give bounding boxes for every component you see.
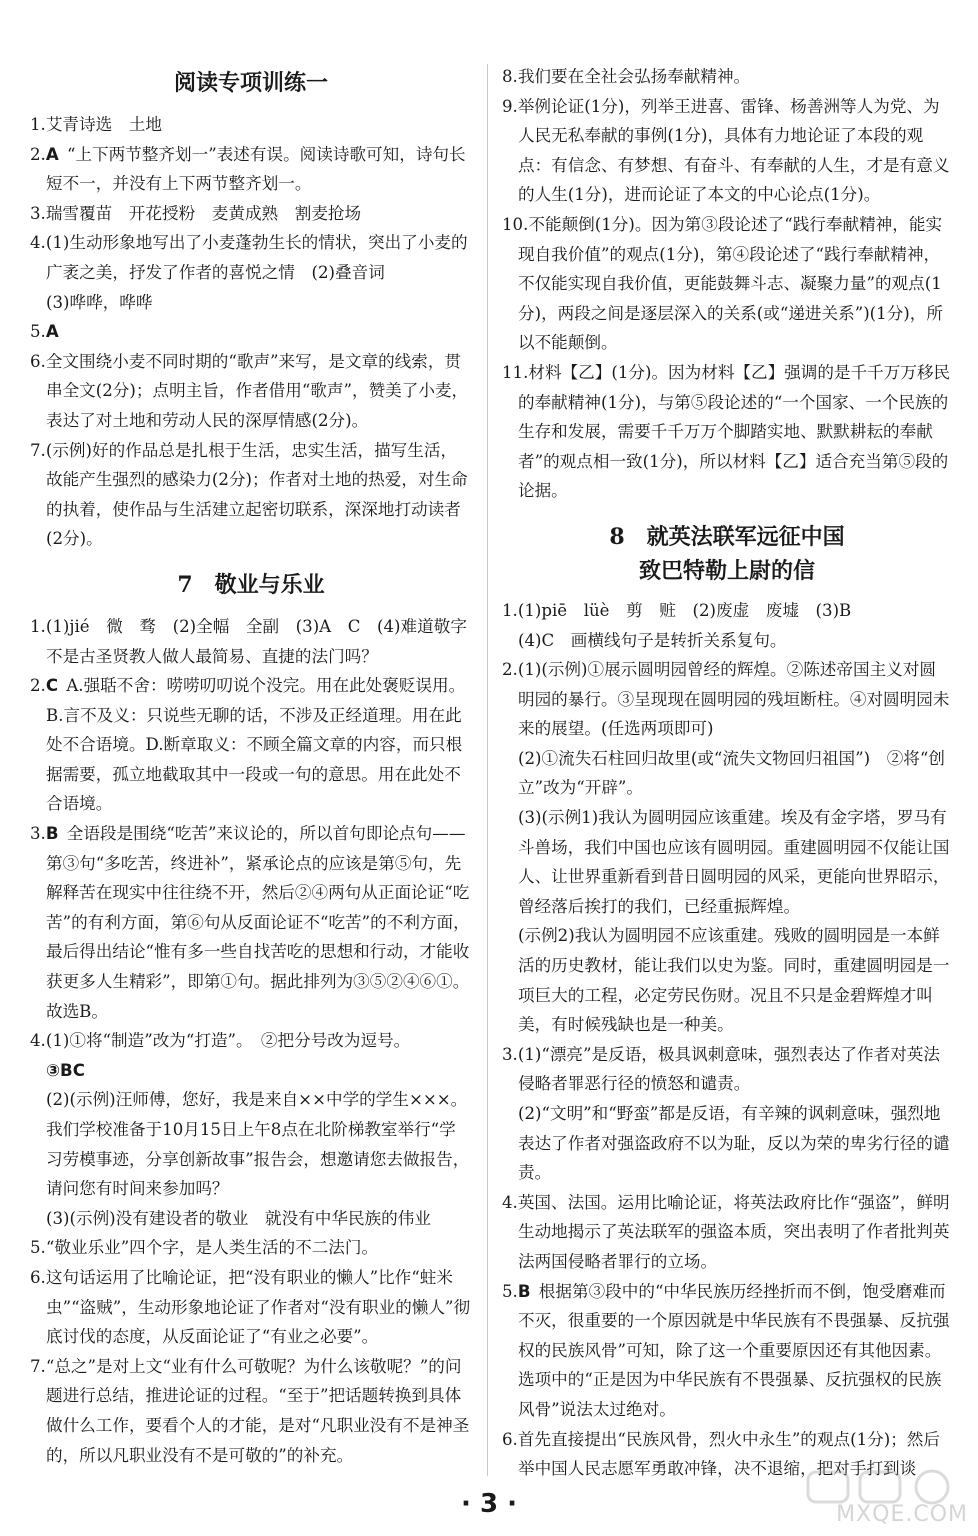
answer-number: 11. <box>502 362 529 382</box>
answer-text: (1)(示例)①展示圆明园曾经的辉煌。②陈述帝国主义对圆明园的暴行。③呈现现在圆明园的残垣断柱。④对圆明园未来的展望。(任选两项即可) <box>517 660 950 739</box>
answer-number: 4. <box>30 233 46 253</box>
answer-text: 瑞雪覆苗 开花授粉 麦黄成熟 割麦抢场 <box>45 203 362 223</box>
answer-item <box>30 347 472 436</box>
answer-item <box>30 140 472 199</box>
section-title-lesson-8-line2: 致巴特勒上尉的信 <box>638 557 815 584</box>
left-column <box>30 62 472 1470</box>
answer-item <box>30 1204 472 1234</box>
answer-number: 9. <box>502 96 518 116</box>
answer-number: 7. <box>30 1356 46 1376</box>
answer-text: 这句话运用了比喻论证，把“没有职业的懒人”比作“蛀米虫”“盗贼”，生动形象地论证了作者对“没有职业的懒人”彻底讨伐的态度，从反面论证了“有业之必要”。 <box>45 1267 471 1347</box>
answer-text: (3)哗哗，哗哗 <box>46 292 153 312</box>
answer-text: “上下两节整齐划一”表述有误。阅读诗歌可知，诗句长短不一，并没有上下两节整齐划一。 <box>46 144 466 194</box>
answer-number: 8. <box>502 67 518 86</box>
answer-text: 英国、法国。运用比喻论证，将英法政府比作“强盗”，鲜明生动地揭示了英法联军的强盗本质，突出表明了作者批判英法两国侵略者罪行的立场。 <box>517 1192 950 1271</box>
answer-item <box>502 1277 952 1425</box>
answer-text: (2)(示例)汪师傅，您好，我是来自××中学的学生×××。我们学校准备于10月15日上午8点在北阶梯教室举行“学习劳模事迹，分享创新故事”报告会，想邀请您去做报告，请问您有时间来参加吗？ <box>46 1090 470 1199</box>
answer-text: 举例论证(1分)，列举王进喜、雷锋、杨善洲等人为党、为人民无私奉献的事例(1分)，具体有力地论证了本段的观点：有信念、有梦想、有奋斗、有奉献的人生，才是有意义的人生(1分)，进而论证了本文的中心论点(1分)。 <box>517 96 950 205</box>
answer-text: 根据第③段中的“中华民族历经挫折而不倒，饱受磨难而不灭，很重要的一个原因就是中华民族有不畏强暴、反抗强权的民族风骨”可知，除了这一个重要原因还有其他因素。选项中的“正是因为中华民族有不畏强暴、反抗强权的民族风骨”说法太过绝对。 <box>518 1281 950 1419</box>
right-column <box>502 62 952 1484</box>
answer-list-reading-training <box>30 110 472 554</box>
answer-item <box>30 110 472 140</box>
answer-item <box>502 358 952 506</box>
answer-text: (2)①流失石柱回归故里(或“流失文物回归祖国”) ②将“创立”改为“开辟”。 <box>518 748 945 798</box>
answer-number: 6. <box>30 351 46 371</box>
answer-number: 2. <box>502 660 518 680</box>
answer-item <box>502 921 952 1039</box>
answer-number: 1. <box>502 600 518 620</box>
section-title-lesson-7: 7 敬业与乐业 <box>177 571 325 598</box>
answer-text: (3)(示例1)我认为圆明园应该重建。埃及有金字塔，罗马有斗兽场，我们中国也应该有圆明园。重建圆明园不仅能让国人、让世界重新看到昔日圆明园的风采，更能向世界昭示，曾经落后挨打的我们，已经重振辉煌。 <box>518 808 950 916</box>
answer-item <box>502 655 952 744</box>
answer-number: 2. <box>30 676 46 696</box>
answer-text: 全语段是围绕“吃苦”来议论的，所以首句即论点句——第③句“多吃苦，终进补”，紧承论点的应该是第⑤句，先解释苦在现实中往往绕不开，然后②④两句从正面论证“吃苦”的有利方面，第⑥句从反面论证不“吃苦”的不利方面，最后得出结论“惟有多一些自找苦吃的思想和行动，才能收获更多人生精彩”，即第①句。据此排列为③⑤②④⑥①。故选B。 <box>46 824 470 1021</box>
answer-number: 6. <box>30 1267 46 1287</box>
answer-number: 3. <box>502 1044 518 1064</box>
answer-text: (1)①将“制造”改为“打造”。 ②把分号改为逗号。 <box>45 1031 411 1051</box>
answer-item <box>30 228 472 287</box>
answer-text: (1)“漂亮”是反语，极具讽刺意味，强烈表达了作者对英法侵略者罪恶行径的愤怒和谴责。 <box>517 1044 940 1094</box>
answer-item <box>30 1056 472 1086</box>
answer-number: 6. <box>502 1429 518 1449</box>
answer-number: 5. <box>502 1281 518 1301</box>
answer-choice: B <box>517 1281 531 1301</box>
answer-number: 2. <box>30 144 46 164</box>
answer-text: (4)C 画横线句子是转折关系复句。 <box>518 630 787 650</box>
answer-text: “敬业乐业”四个字，是人类生活的不二法门。 <box>45 1238 379 1258</box>
answer-number: 10. <box>502 214 529 234</box>
answer-number: 4. <box>502 1192 518 1212</box>
answer-text: (示例)好的作品总是扎根于生活，忠实生活，描写生活，故能产生强烈的感染力(2分)；作者对土地的热爱，对生命的执着，使作品与生活建立起密切联系，深深地打动读者(2分)。 <box>45 440 468 549</box>
answer-number: 1. <box>30 115 46 134</box>
answer-text: 艾青诗选 土地 <box>45 115 162 134</box>
answer-list-lesson-7 <box>30 612 472 1470</box>
answer-item <box>30 1263 472 1352</box>
watermark-logo <box>798 1468 968 1530</box>
answer-item <box>30 1352 472 1470</box>
answer-item <box>502 62 952 92</box>
answer-text: (示例2)我认为圆明园不应该重建。残败的圆明园是一本鲜活的历史教材，能让我们以史为鉴。同时，重建圆明园是一项巨大的工程，必定劳民伤财。况且不只是金碧辉煌才叫美，有时候残缺也是一种美。 <box>518 926 950 1035</box>
section-title-reading-training: 阅读专项训练一 <box>173 70 328 96</box>
answer-item <box>30 436 472 554</box>
answer-list-continued <box>502 62 952 506</box>
answer-item <box>502 1099 952 1188</box>
answer-item <box>502 1040 952 1099</box>
answer-number: 1. <box>30 616 46 636</box>
answer-item <box>30 1026 472 1056</box>
answer-text: “总之”是对上文“业有什么可敬呢？为什么该敬呢？”的问题进行总结，推进论证的过程。“至于”把话题转换到具体做什么工作，要看个人的才能，是对“凡职业没有不是神圣的，所以凡职业没有不是可敬的”的补充。 <box>45 1356 470 1465</box>
answer-list-lesson-8 <box>502 596 952 1484</box>
page-number: · 3 · <box>461 1489 517 1519</box>
answer-choice: C <box>45 676 59 696</box>
answer-item <box>502 626 952 656</box>
answer-text: 我们要在全社会弘扬奉献精神。 <box>517 67 751 86</box>
answer-number: 4. <box>30 1031 46 1051</box>
answer-item <box>30 199 472 229</box>
answer-number: 3. <box>30 203 46 223</box>
answer-text: 全文围绕小麦不同时期的“歌声”来写，是文章的线索，贯串全文(2分)；点明主旨，作者借用“歌声”，赞美了小麦，表达了对土地和劳动人民的深厚情感(2分)。 <box>45 351 469 430</box>
answer-item <box>30 819 472 1026</box>
answer-choice: ③BC <box>46 1060 85 1080</box>
answer-choice: A <box>45 144 59 164</box>
answer-text: (1)piē lüè 剪 赃 (2)废虚 废墟 (3)B <box>517 600 852 620</box>
column-divider <box>487 64 488 1476</box>
answer-text: 不能颠倒(1分)。因为第③段论述了“践行奉献精神，能实现自我价值”的观点(1分)，第④段论述了“践行奉献精神，不仅能实现自我价值，更能鼓舞斗志、凝聚力量”的观点(1分)，两段之间是逐层深入的关系(或“递进关系”)(1分)，所以不能颠倒。 <box>518 214 943 353</box>
answer-number: 5. <box>30 322 46 342</box>
answer-text: 首先直接提出“民族风骨，烈火中永生”的观点(1分)；然后举中国人民志愿军勇敢冲锋，决不退缩，把对手打到谈 <box>517 1429 940 1479</box>
section-title-lesson-8-line1: 8 就英法联军远征中国 <box>609 523 845 550</box>
answer-item <box>30 288 472 318</box>
watermark-text: MXQE.COM <box>836 1502 968 1527</box>
answer-number: 3. <box>30 824 46 844</box>
answer-item <box>502 803 952 921</box>
answer-text: (3)(示例)没有建设者的敬业 就没有中华民族的伟业 <box>46 1208 431 1228</box>
answer-text: 材料【乙】(1分)。因为材料【乙】强调的是千千万万移民的奉献精神(1分)，与第⑤段论述的“一个国家、一个民族的生存和发展，需要千千万万个脚踏实地、默默耕耘的奉献者”的观点相一致(1分)，所以材料【乙】适合充当第⑤段的论据。 <box>518 362 951 501</box>
answer-choice: B <box>45 824 59 844</box>
answer-item <box>502 1188 952 1277</box>
answer-item <box>30 612 472 671</box>
answer-item <box>502 744 952 803</box>
answer-text: (2)“文明”和“野蛮”都是反语，有辛辣的讽刺意味，强烈地表达了作者对强盗政府不以为耻，反以为荣的卑劣行径的谴责。 <box>518 1104 950 1183</box>
answer-item <box>502 92 952 210</box>
answer-text: (1)jié 微 骛 (2)全幅 全副 (3)A C (4)难道敬字不是古圣贤教人做人最简易、直捷的法门吗？ <box>45 616 467 666</box>
answer-choice: A <box>45 322 59 342</box>
answer-item <box>30 317 472 347</box>
answer-text: (1)生动形象地写出了小麦蓬勃生长的情状，突出了小麦的广袤之美，抒发了作者的喜悦之情 (2)叠音词 <box>45 233 468 282</box>
answer-number: 5. <box>30 1238 46 1258</box>
answer-item <box>502 210 952 358</box>
answer-item <box>30 671 472 819</box>
answer-text: A.强聒不舍：唠唠叨叨说个没完。用在此处褒贬误用。B.言不及义：只说些无聊的话，不涉及正经道理。用在此处不合语境。D.断章取义：不顾全篇文章的内容，而只根据需要，孤立地截取其中一段或一句的意思。用在此处不合语境。 <box>46 676 466 814</box>
answer-item <box>30 1233 472 1263</box>
answer-item <box>30 1085 472 1203</box>
answer-item <box>502 596 952 626</box>
answer-number: 7. <box>30 440 46 460</box>
